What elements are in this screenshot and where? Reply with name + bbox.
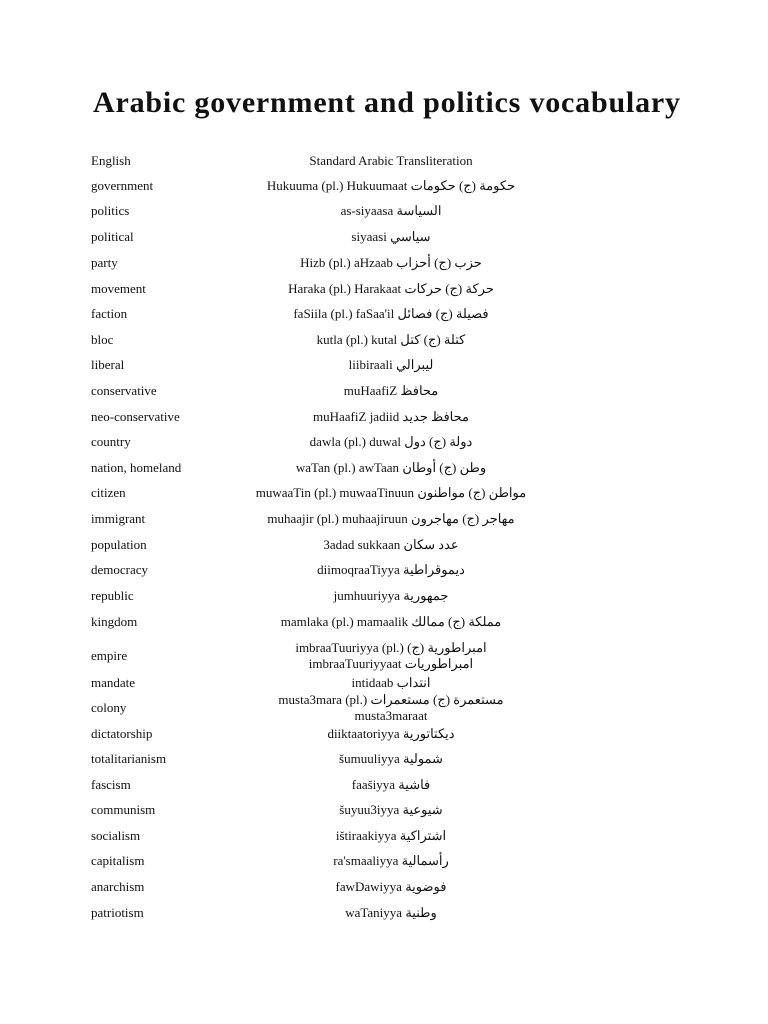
arabic-transliteration: ليبرالي liibiraali [348, 356, 434, 372]
table-row [91, 301, 691, 326]
english-term: mandate [91, 674, 136, 690]
arabic-transliteration: سياسي siyaasi [351, 228, 431, 244]
arabic-transliteration: حركة (ج) حركات Haraka (pl.) Harakaat [288, 280, 494, 296]
table-row [91, 900, 691, 925]
english-term: colony [91, 699, 127, 715]
table-row [91, 506, 691, 531]
arabic-transliteration: شمولية šumuuliyya [339, 750, 443, 766]
table-row [91, 480, 691, 505]
table-row [91, 797, 691, 822]
arabic-transliteration: شيوعية šuyuu3iyya [339, 801, 443, 817]
arabic-transliteration: دولة (ج) دول dawla (pl.) duwal [309, 433, 473, 449]
table-row [91, 327, 691, 352]
english-term: kingdom [91, 613, 138, 629]
english-term: population [91, 536, 147, 552]
english-term: immigrant [91, 510, 146, 526]
arabic-transliteration: السياسة as-siyaasa [340, 202, 442, 218]
table-row [91, 352, 691, 377]
table-header [91, 148, 691, 173]
arabic-transliteration: ديموقراطية diimoqraaTiyya [317, 561, 465, 577]
english-term: faction [91, 305, 128, 321]
table-row [91, 198, 691, 223]
table-row [91, 823, 691, 848]
english-term: conservative [91, 382, 157, 398]
english-term: dictatorship [91, 725, 153, 741]
header-english: English [91, 152, 131, 168]
arabic-transliteration: اشتراكية ištiraakiyya [335, 827, 447, 843]
english-term: citizen [91, 484, 126, 500]
english-term: empire [91, 648, 128, 663]
english-term: political [91, 228, 134, 244]
arabic-transliteration: حكومة (ج) حكومات Hukuuma (pl.) Hukuumaat [266, 177, 516, 193]
table-row [91, 609, 691, 634]
arabic-transliteration: وطن (ج) أوطان waTan (pl.) awTaan [295, 459, 487, 475]
arabic-transliteration: محافظ muHaafiZ [343, 382, 439, 398]
arabic-transliteration: ديكتاتورية diiktaatoriyya [327, 725, 455, 741]
english-term: party [91, 254, 118, 270]
arabic-transliteration: عدد سكان 3adad sukkaan [323, 536, 459, 552]
table-row [91, 276, 691, 301]
english-term: capitalism [91, 852, 145, 868]
english-term: democracy [91, 561, 149, 577]
table-row [91, 772, 691, 797]
arabic-transliteration: مهاجر (ج) مهاجرون muhaajir (pl.) muhaajiruun [267, 510, 515, 526]
arabic-transliteration: امبراطورية (ج) imbraaTuuriyya (pl.) امبراطوريات imbraaTuuriyyaat [295, 640, 487, 671]
table-row [91, 746, 691, 771]
table-row [91, 874, 691, 899]
table-row [91, 455, 691, 480]
table-row [91, 848, 691, 873]
table-row [91, 583, 691, 608]
english-term: government [91, 177, 154, 193]
arabic-transliteration: فوضوية fawDawiyya [335, 878, 447, 894]
english-term: anarchism [91, 878, 145, 894]
arabic-transliteration: رأسمالية ra'smaaliyya [333, 852, 449, 868]
arabic-transliteration: مواطن (ج) مواطنون muwaaTin (pl.) muwaaTinuun [255, 484, 527, 500]
table-row [91, 378, 691, 403]
arabic-transliteration: حزب (ج) أحزاب Hizb (pl.) aHzaab [300, 254, 482, 270]
english-term: fascism [91, 776, 131, 792]
header-arabic-transliteration: Standard Arabic Transliteration [309, 152, 473, 168]
english-term: movement [91, 280, 146, 296]
table-row [91, 639, 691, 673]
page-title: Arabic government and politics vocabulary [93, 86, 681, 119]
table-row [91, 224, 691, 249]
table-row [91, 691, 691, 723]
arabic-transliteration: وطنية waTaniyya [345, 904, 437, 920]
english-term: socialism [91, 827, 141, 843]
english-term: liberal [91, 356, 125, 372]
arabic-transliteration: انتداب intidaab [351, 674, 431, 690]
english-term: totalitarianism [91, 750, 167, 766]
english-term: politics [91, 202, 130, 218]
english-term: republic [91, 587, 134, 603]
arabic-transliteration: كتلة (ج) كتل kutla (pl.) kutal [316, 331, 466, 347]
english-term: neo-conservative [91, 408, 180, 424]
arabic-transliteration: مملكة (ج) ممالك mamlaka (pl.) mamaalik [280, 613, 502, 629]
english-term: patriotism [91, 904, 144, 920]
table-row [91, 557, 691, 582]
arabic-transliteration: جمهورية jumhuuriyya [333, 587, 449, 603]
table-row [91, 250, 691, 275]
english-term: nation, homeland [91, 459, 182, 475]
table-row [91, 721, 691, 746]
arabic-transliteration: محافظ جديد muHaafiZ jadiid [313, 408, 469, 424]
table-row [91, 404, 691, 429]
table-row [91, 173, 691, 198]
english-term: communism [91, 801, 156, 817]
arabic-transliteration: فاشية faašiyya [351, 776, 431, 792]
arabic-transliteration: فصيلة (ج) فصائل faSiila (pl.) faSaa'il [293, 305, 489, 321]
table-row [91, 532, 691, 557]
english-term: bloc [91, 331, 114, 347]
table-row [91, 429, 691, 454]
english-term: country [91, 433, 131, 449]
arabic-transliteration: مستعمرة (ج) مستعمرات musta3mara (pl.) musta3maraat [278, 691, 504, 723]
